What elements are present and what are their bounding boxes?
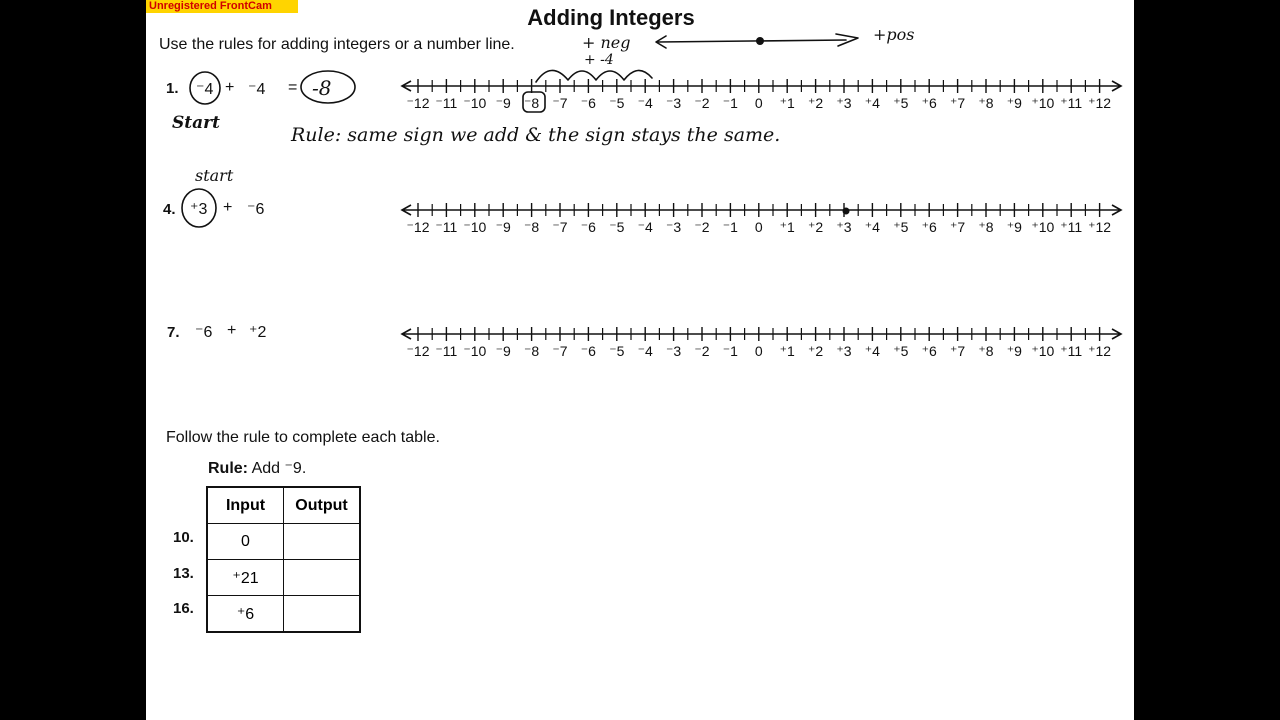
tick-label: ⁻3: [666, 343, 682, 359]
input-cell: ⁺6: [207, 596, 284, 633]
tick-label: ⁺2: [808, 219, 824, 235]
tick-label: ⁻3: [666, 219, 682, 235]
tick-label: ⁻8: [524, 95, 540, 111]
tick-label: ⁺12: [1088, 95, 1112, 111]
tick-label: ⁻4: [637, 343, 653, 359]
neg-label: + neg: [582, 33, 631, 52]
number-line-7: [402, 327, 1121, 359]
tick-label: ⁻11: [435, 95, 458, 111]
tick-label: ⁺2: [808, 343, 824, 359]
input-cell: 0: [207, 524, 284, 560]
tick-label: ⁻5: [609, 219, 625, 235]
tick-label: ⁻2: [694, 343, 710, 359]
tick-label: ⁺4: [864, 219, 880, 235]
problem-7-b: ⁺2: [249, 324, 267, 341]
number-line-group: [402, 79, 1121, 359]
number-lines: [146, 0, 1134, 720]
tick-label: ⁺9: [1006, 219, 1022, 235]
tick-label: ⁺9: [1006, 343, 1022, 359]
tick-label: ⁻3: [666, 95, 682, 111]
tick-label: ⁻8: [524, 343, 540, 359]
table-instructions: Follow the rule to complete each table.: [166, 429, 440, 446]
problem-7-op: +: [227, 322, 237, 339]
output-header: Output: [284, 487, 361, 524]
table-row-label: 16.: [173, 600, 194, 617]
tick-label: ⁺10: [1031, 343, 1055, 359]
zero-dot: [756, 37, 764, 45]
problem-4-number: 4.: [163, 201, 176, 218]
tick-label: ⁺7: [950, 343, 966, 359]
tick-label: ⁺6: [921, 219, 937, 235]
pos-label: +pos: [873, 25, 915, 44]
tick-label: ⁻9: [495, 95, 511, 111]
tick-label: ⁻6: [580, 95, 596, 111]
page-title: Adding Integers: [527, 5, 695, 30]
tick-label: ⁻9: [495, 219, 511, 235]
problem-4-b: ⁻6: [247, 201, 265, 218]
problem-1-number: 1.: [166, 80, 179, 97]
table-rule-text: Add ⁻9.: [251, 460, 307, 477]
tick-label: ⁺10: [1031, 219, 1055, 235]
tick-label: ⁻12: [406, 95, 430, 111]
tick-label: ⁺11: [1060, 343, 1083, 359]
tick-label: ⁻1: [722, 219, 738, 235]
tick-label: ⁺5: [893, 219, 909, 235]
number-line-1: [402, 79, 1121, 111]
tick-label: ⁺11: [1060, 219, 1083, 235]
tick-label: ⁻10: [463, 95, 487, 111]
tick-label: ⁻4: [637, 95, 653, 111]
tick-label: ⁻7: [552, 219, 568, 235]
tick-label: ⁻12: [406, 219, 430, 235]
tick-label: ⁺4: [864, 343, 880, 359]
problem-1-a: ⁻4: [196, 81, 214, 98]
tick-label: ⁺10: [1031, 95, 1055, 111]
tick-label: ⁻10: [463, 219, 487, 235]
tick-label: ⁻9: [495, 343, 511, 359]
tick-label: ⁺6: [921, 343, 937, 359]
tick-label: ⁻8: [524, 219, 540, 235]
tick-label: ⁺12: [1088, 343, 1112, 359]
tick-label: ⁻5: [609, 343, 625, 359]
tick-label: ⁺2: [808, 95, 824, 111]
tick-label: ⁺4: [864, 95, 880, 111]
tick-label: ⁺3: [836, 343, 852, 359]
tick-label: ⁻5: [609, 95, 625, 111]
direction-line: [658, 40, 846, 42]
tick-label: ⁻6: [580, 343, 596, 359]
tick-label: ⁺1: [779, 95, 795, 111]
tick-label: ⁺8: [978, 95, 994, 111]
tick-label: ⁺5: [893, 95, 909, 111]
tick-label: ⁺7: [950, 219, 966, 235]
watermark-banner: Unregistered FrontCam: [146, 0, 298, 13]
tick-label: 0: [754, 343, 763, 359]
tick-label: ⁻7: [552, 95, 568, 111]
table-row-label: 10.: [173, 529, 194, 546]
input-cell: ⁺21: [207, 560, 284, 596]
hop-arcs: [536, 70, 652, 82]
tick-label: ⁻7: [552, 343, 568, 359]
tick-label: ⁺9: [1006, 95, 1022, 111]
tick-label: ⁺1: [779, 343, 795, 359]
number-line-4: [402, 203, 1121, 235]
tick-label: ⁻6: [580, 219, 596, 235]
instructions: Use the rules for adding integers or a number line.: [159, 36, 515, 53]
start-note: start: [195, 166, 234, 185]
neg-example: + -4: [584, 52, 614, 68]
tick-label: ⁺3: [836, 95, 852, 111]
problem-7-number: 7.: [167, 324, 180, 341]
table-row-label: 13.: [173, 565, 194, 582]
problem-7-a: ⁻6: [195, 324, 213, 341]
tick-label: ⁻4: [637, 219, 653, 235]
tick-label: ⁺5: [893, 343, 909, 359]
problem-4-op: +: [223, 199, 233, 216]
tick-label: ⁻10: [463, 343, 487, 359]
problem-4-a: ⁺3: [190, 201, 208, 218]
problem-1-equals: =: [288, 79, 298, 96]
table-rule-label: Rule:: [208, 460, 248, 477]
circle-mark: [182, 189, 216, 227]
tick-label: ⁻11: [435, 219, 458, 235]
start-dot: [843, 208, 850, 215]
tick-label: 0: [754, 219, 763, 235]
circle-mark: [190, 72, 220, 104]
tick-label: ⁻2: [694, 219, 710, 235]
tick-label: ⁺1: [779, 219, 795, 235]
tick-label: ⁻11: [435, 343, 458, 359]
problem-1-b: ⁻4: [248, 81, 266, 98]
tick-label: 0: [754, 95, 763, 111]
tick-label: ⁺8: [978, 343, 994, 359]
tick-label: ⁻12: [406, 343, 430, 359]
answer-value: -8: [312, 76, 332, 100]
tick-label: ⁺7: [950, 95, 966, 111]
tick-label: ⁻2: [694, 95, 710, 111]
rule-note: Rule: same sign we add & the sign stays the same.: [291, 124, 781, 146]
tick-label: ⁻1: [722, 343, 738, 359]
problem-1-op: +: [225, 79, 235, 96]
tick-label: ⁺8: [978, 219, 994, 235]
tick-label: ⁺11: [1060, 95, 1083, 111]
tick-label: ⁺6: [921, 95, 937, 111]
tick-label: ⁺3: [836, 219, 852, 235]
start-note: Start: [172, 113, 220, 133]
input-header: Input: [207, 487, 284, 524]
tick-label: ⁺12: [1088, 219, 1112, 235]
worksheet-page: [146, 0, 1134, 720]
tick-label: ⁻1: [722, 95, 738, 111]
